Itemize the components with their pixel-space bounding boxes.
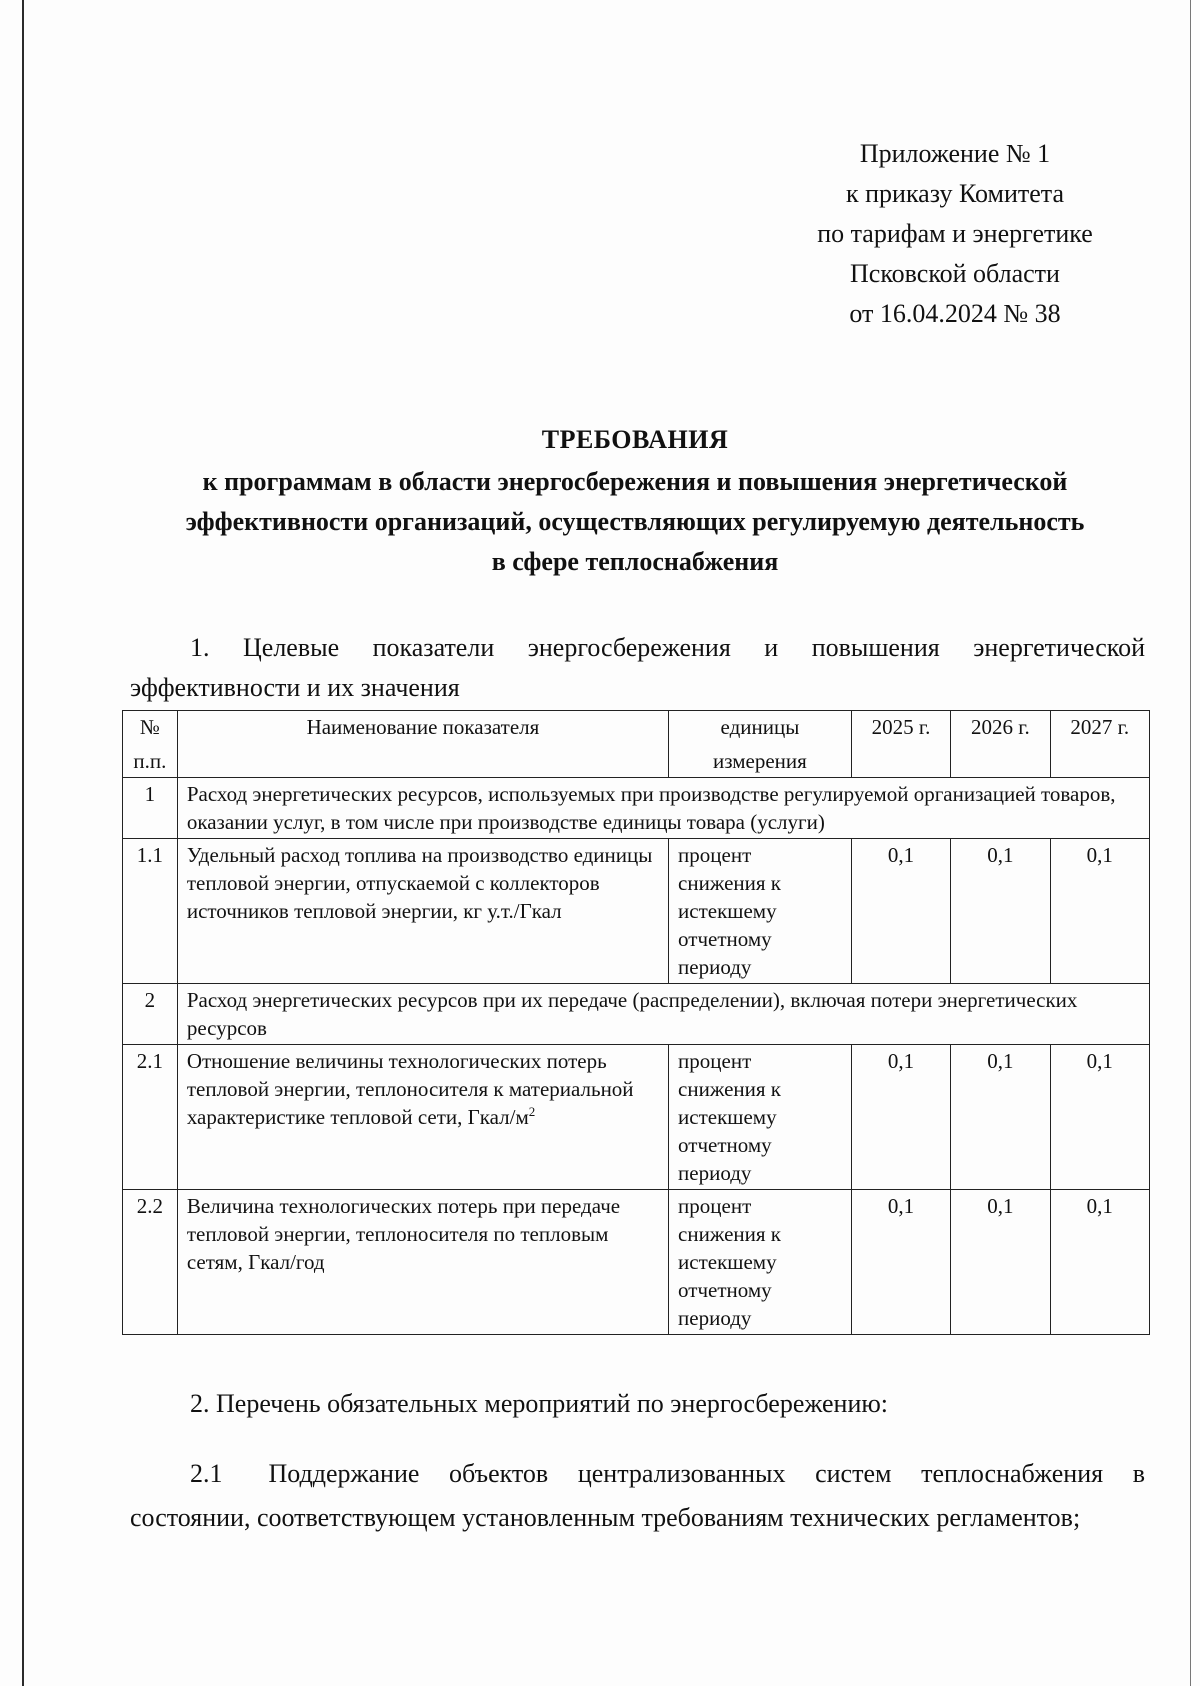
header-year-2026: 2026 г. xyxy=(951,711,1050,778)
title-line: эффективности организаций, осуществляющих регулируемую деятельность xyxy=(185,507,1085,536)
section-1-line: 1. Целевые показатели энергосбережения и повышения энергетической xyxy=(190,633,1145,662)
row-name xyxy=(177,1045,668,1190)
row-value-2027: 0,1 xyxy=(1050,1190,1149,1335)
section-1-heading xyxy=(130,628,1145,708)
appendix-line: от 16.04.2024 № 38 xyxy=(849,299,1061,328)
header-num-line: № xyxy=(139,715,160,739)
table-row xyxy=(123,839,1150,984)
section-2-item-num: 2.1 xyxy=(190,1459,223,1488)
row-value-2025: 0,1 xyxy=(851,839,950,984)
row-unit: процент снижения к истекшему отчетному периоду xyxy=(669,1190,852,1335)
row-num: 1 xyxy=(123,778,178,839)
header-unit-line: единицы xyxy=(720,715,800,739)
table-row xyxy=(123,1190,1150,1335)
row-num: 2.1 xyxy=(123,1045,178,1190)
header-year-2025: 2025 г. xyxy=(851,711,950,778)
header-num-line: п.п. xyxy=(133,749,167,773)
section-2-title: 2. Перечень обязательных мероприятий по энергосбережению: xyxy=(190,1389,889,1418)
row-value-2026: 0,1 xyxy=(951,839,1050,984)
row-unit: процент снижения к истекшему отчетному периоду xyxy=(669,1045,852,1190)
appendix-line: по тарифам и энергетике xyxy=(817,219,1093,248)
section-2-item xyxy=(130,1452,1145,1540)
row-value-2027: 0,1 xyxy=(1050,839,1149,984)
header-num xyxy=(123,711,178,778)
row-name-text: Отношение величины технологических потерь тепловой энергии, теплоносителя к материальной характеристике тепловой сети, Гкал/м xyxy=(186,1049,634,1129)
appendix-line: к приказу Комитета xyxy=(845,179,1064,208)
scan-edge-left xyxy=(22,0,24,1686)
row-num: 1.1 xyxy=(123,839,178,984)
row-num: 2.2 xyxy=(123,1190,178,1335)
row-value-2025: 0,1 xyxy=(851,1045,950,1190)
row-name: Величина технологических потерь при передаче тепловой энергии, теплоносителя по тепловым сетям, Гкал/год xyxy=(177,1190,668,1335)
section-2 xyxy=(130,1384,1145,1540)
row-num: 2 xyxy=(123,984,178,1045)
row-value-2025: 0,1 xyxy=(851,1190,950,1335)
section-2-item-text: Поддержание объектов централизованных систем теплоснабжения в состоянии, соответствующем установленным требованиям технических регламентов; xyxy=(130,1459,1145,1532)
section-1-line: эффективности и их значения xyxy=(130,673,460,702)
table-row-group xyxy=(123,778,1150,839)
title-line: к программам в области энергосбережения и повышения энергетической xyxy=(202,467,1068,496)
table-row-group xyxy=(123,984,1150,1045)
row-value-2026: 0,1 xyxy=(951,1045,1050,1190)
header-year-2027: 2027 г. xyxy=(1050,711,1149,778)
title-line: в сфере теплоснабжения xyxy=(491,547,779,576)
row-name: Удельный расход топлива на производство единицы тепловой энергии, отпускаемой с коллекторов источников тепловой энергии, кг у.т./Гкал xyxy=(177,839,668,984)
row-unit: процент снижения к истекшему отчетному периоду xyxy=(669,839,852,984)
appendix-block xyxy=(790,134,1120,334)
row-group-text: Расход энергетических ресурсов, используемых при производстве регулируемой организацией товаров, оказании услуг, в том числе при производстве единицы товара (услуги) xyxy=(177,778,1149,839)
table-header-row xyxy=(123,711,1150,778)
row-value-2026: 0,1 xyxy=(951,1190,1050,1335)
document-title xyxy=(120,420,1150,582)
scan-edge-right xyxy=(1190,0,1191,1686)
header-name: Наименование показателя xyxy=(177,711,668,778)
row-name-superscript: 2 xyxy=(528,1104,536,1119)
row-value-2027: 0,1 xyxy=(1050,1045,1149,1190)
header-unit-line: измерения xyxy=(713,749,807,773)
appendix-line: Приложение № 1 xyxy=(859,139,1051,168)
title-main: ТРЕБОВАНИЯ xyxy=(541,425,729,454)
table-row xyxy=(123,1045,1150,1190)
header-unit xyxy=(669,711,852,778)
appendix-line: Псковской области xyxy=(850,259,1060,288)
row-group-text: Расход энергетических ресурсов при их передаче (распределении), включая потери энергетических ресурсов xyxy=(177,984,1149,1045)
indicators-table xyxy=(122,710,1150,1335)
